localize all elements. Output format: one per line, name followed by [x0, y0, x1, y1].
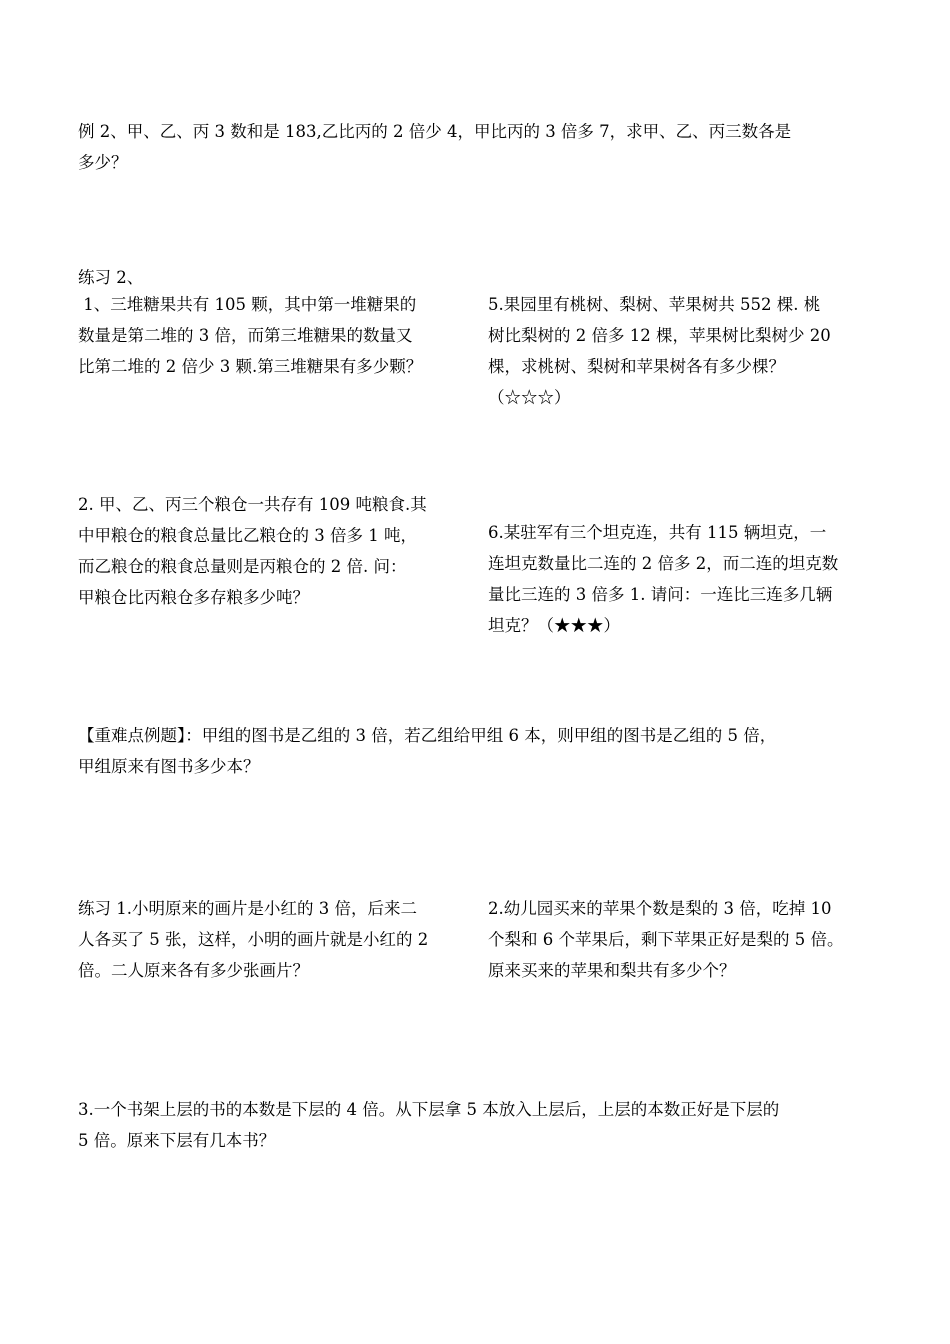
question-1-line-1: 1、三堆糖果共有 105 颗，其中第一堆糖果的 — [78, 295, 417, 314]
practice-question-3 — [78, 1094, 878, 1156]
question-5-difficulty: （☆☆☆） — [488, 388, 571, 407]
example-2-problem — [78, 116, 878, 178]
practice-2-line-1: 2.幼儿园买来的苹果个数是梨的 3 倍，吃掉 10 — [488, 899, 832, 918]
question-2-line-4: 甲粮仓比丙粮仓多存粮多少吨？ — [78, 588, 309, 607]
question-5-line-3: 棵，求桃树、梨树和苹果树各有多少棵？ — [488, 357, 785, 376]
question-5-line-2: 树比梨树的 2 倍多 12 棵，苹果树比梨树少 20 — [488, 326, 831, 345]
practice-1-line-1: 练习 1.小明原来的画片是小红的 3 倍，后来二 — [78, 899, 417, 918]
example-2-line-2: 多少？ — [78, 153, 128, 172]
practice-3-line-1: 3.一个书架上层的书的本数是下层的 4 倍。从下层拿 5 本放入上层后，上层的本数正好是下层的 — [78, 1100, 780, 1119]
practice-question-2 — [488, 893, 883, 986]
question-2-line-2: 中甲粮仓的粮食总量比乙粮仓的 3 倍多 1 吨， — [78, 526, 417, 545]
example-2-line-1: 例 2、甲、乙、丙 3 数和是 183,乙比丙的 2 倍少 4，甲比丙的 3 倍多 7，求甲、乙、丙三数各是 — [78, 122, 792, 141]
key-example-problem — [78, 720, 878, 782]
key-example-line-1: 【重难点例题】：甲组的图书是乙组的 3 倍，若乙组给甲组 6 本，则甲组的图书是乙组的 5 倍， — [78, 726, 777, 745]
question-1-line-3: 比第二堆的 2 倍少 3 颗.第三堆糖果有多少颗？ — [78, 357, 423, 376]
question-2-line-3: 而乙粮仓的粮食总量则是丙粮仓的 2 倍. 问： — [78, 557, 407, 576]
practice-2-heading-text: 练习 2、 — [78, 268, 144, 287]
question-1-line-2: 数量是第二堆的 3 倍，而第三堆糖果的数量又 — [78, 326, 413, 345]
practice-2-question-1 — [78, 289, 473, 382]
question-5-line-1: 5.果园里有桃树、梨树、苹果树共 552 棵. 桃 — [488, 295, 821, 314]
practice-2-line-3: 原来买来的苹果和梨共有多少个？ — [488, 961, 736, 980]
question-6-line-2: 连坦克数量比二连的 2 倍多 2，而二连的坦克数 — [488, 554, 839, 573]
practice-3-line-2: 5 倍。原来下层有几本书？ — [78, 1131, 276, 1150]
question-6-line-1: 6.某驻军有三个坦克连，共有 115 辆坦克，一 — [488, 523, 827, 542]
practice-2-question-6 — [488, 517, 883, 641]
question-6-line-3: 量比三连的 3 倍多 1. 请问：一连比三连多几辆 — [488, 585, 833, 604]
practice-1-line-2: 人各买了 5 张，这样，小明的画片就是小红的 2 — [78, 930, 429, 949]
key-example-line-2: 甲组原来有图书多少本？ — [78, 757, 260, 776]
practice-1-line-3: 倍。二人原来各有多少张画片？ — [78, 961, 309, 980]
practice-2-question-5 — [488, 289, 883, 413]
question-2-line-1: 2. 甲、乙、丙三个粮仓一共存有 109 吨粮食.其 — [78, 495, 427, 514]
practice-question-1 — [78, 893, 473, 986]
practice-2-question-2 — [78, 489, 473, 613]
question-6-line-4: 坦克？（★★★） — [488, 616, 620, 635]
practice-2-line-2: 个梨和 6 个苹果后，剩下苹果正好是梨的 5 倍。 — [488, 930, 844, 949]
